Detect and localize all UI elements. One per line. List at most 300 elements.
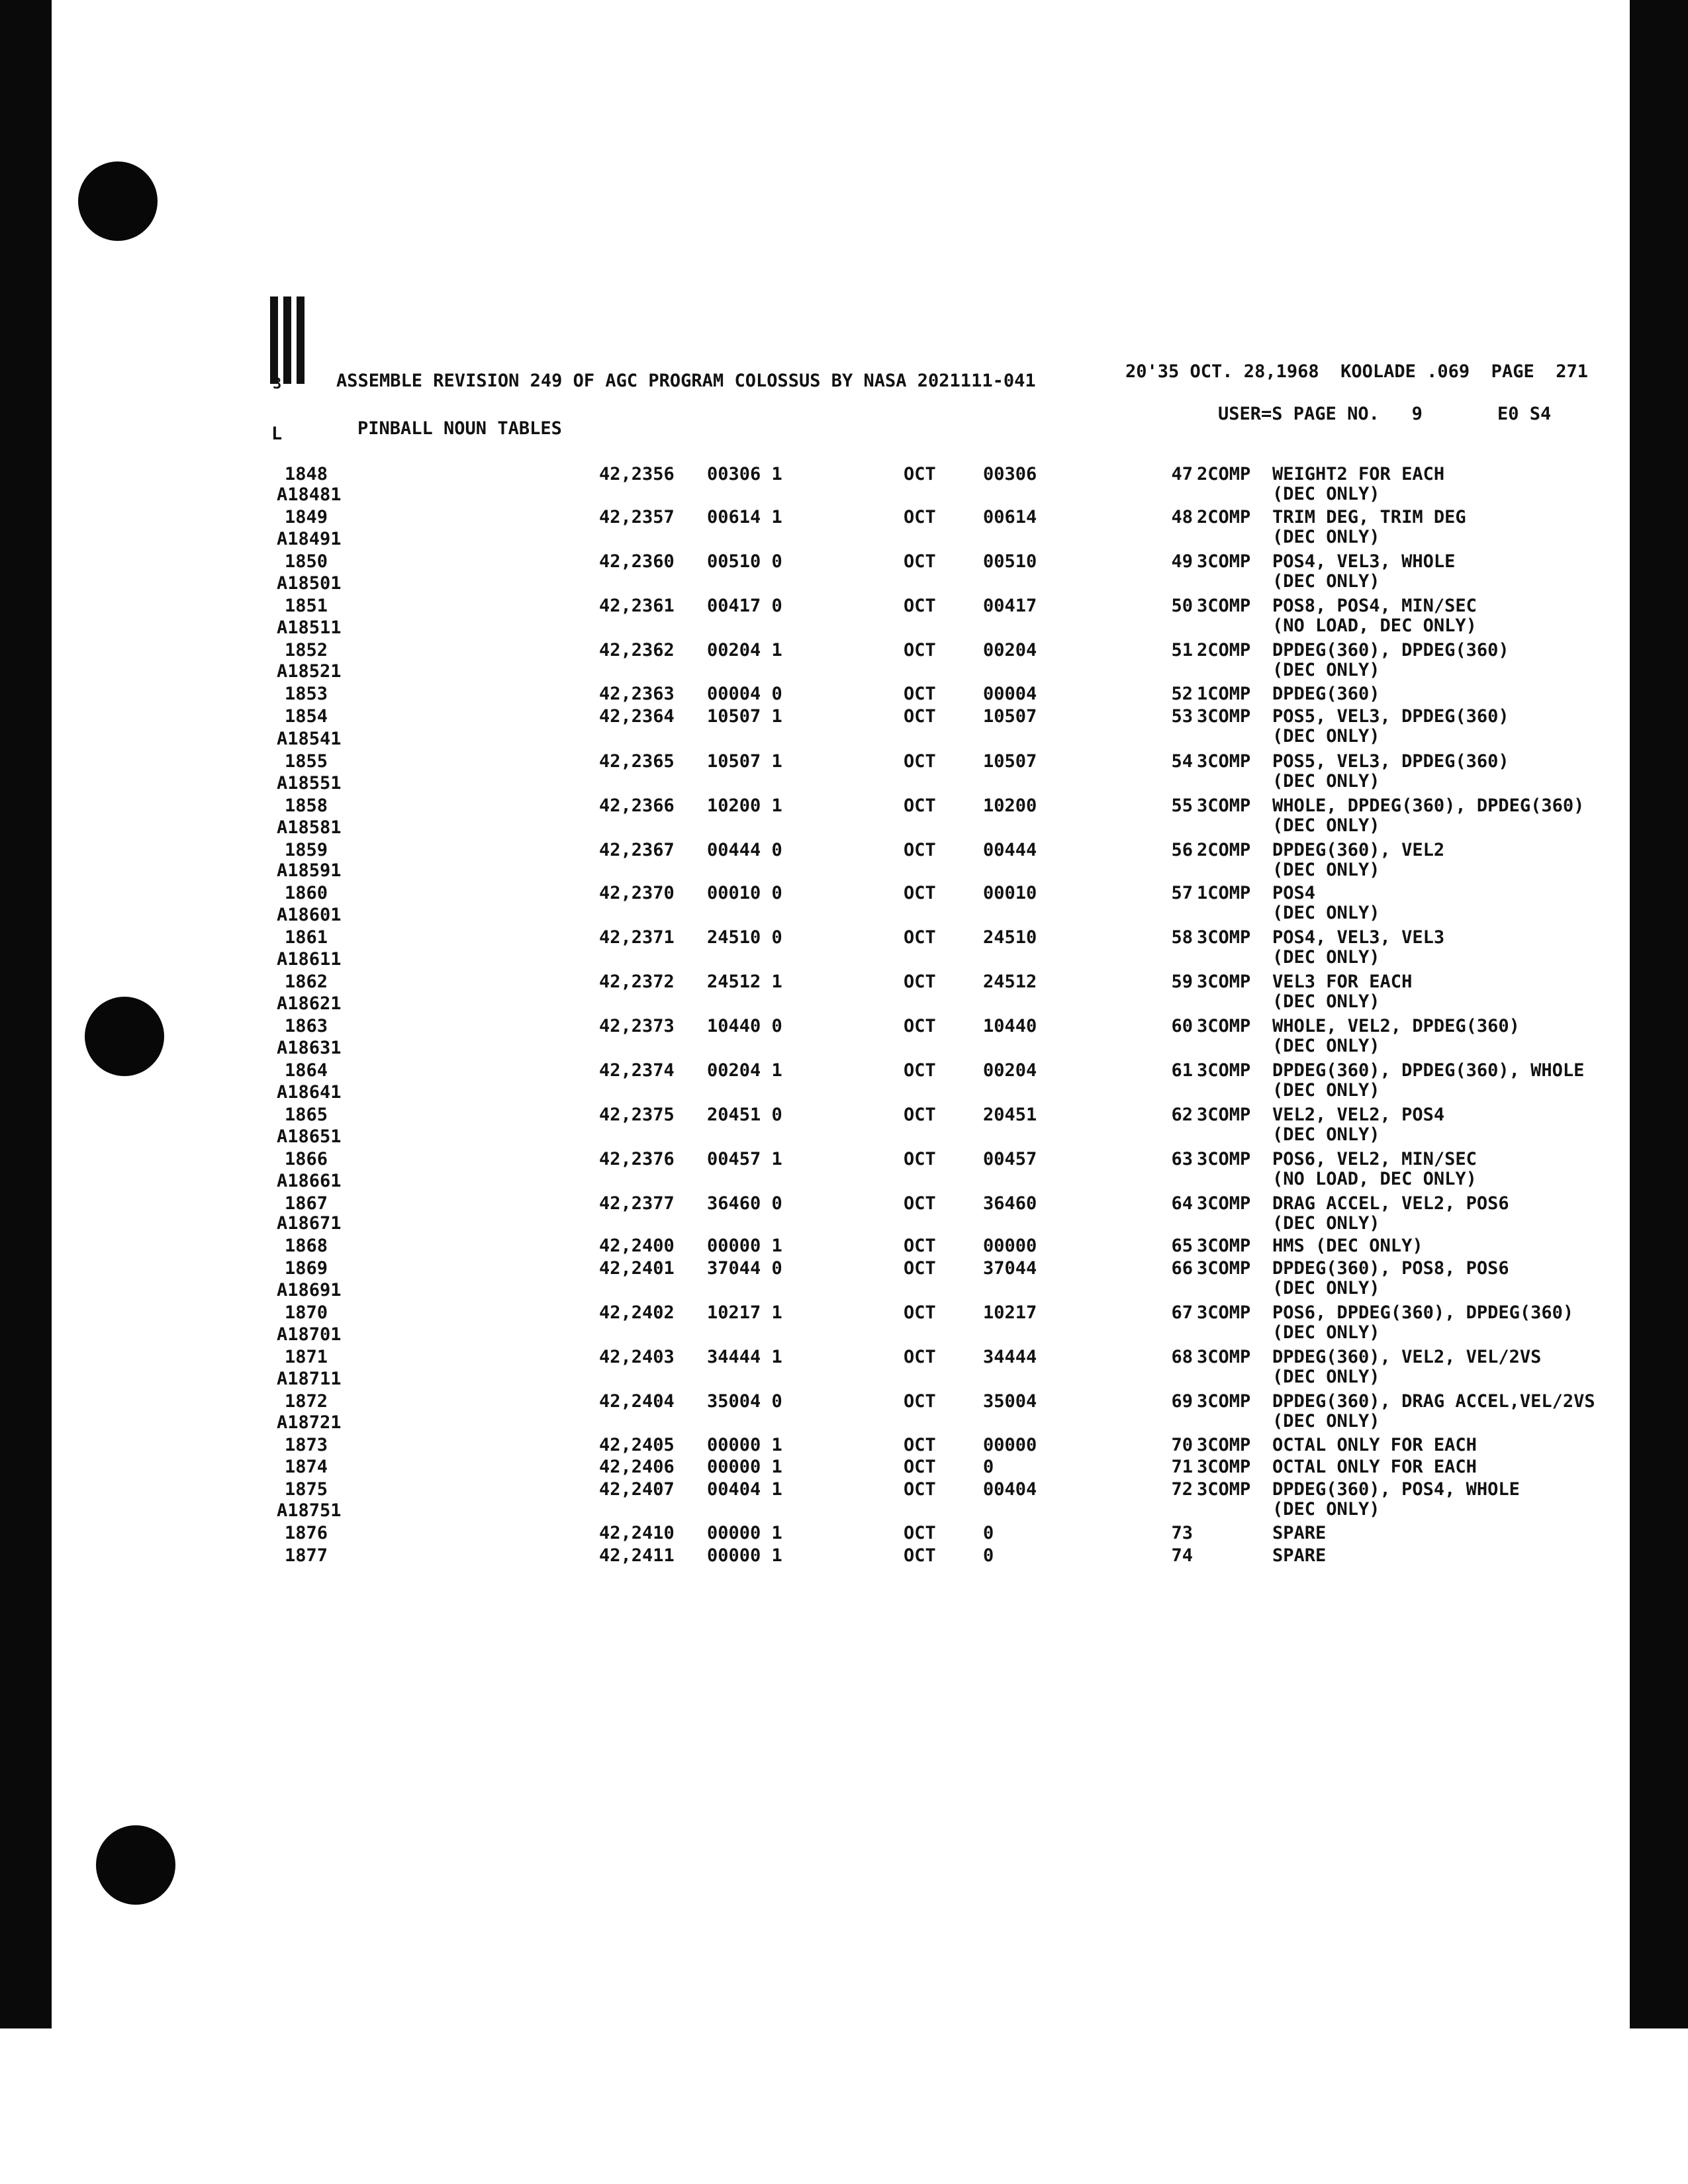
- row-addr: 42,2364: [599, 706, 675, 727]
- row-type: OCT: [904, 1105, 936, 1125]
- row-line: 1877: [285, 1545, 328, 1566]
- row-word: 00510 0: [707, 551, 782, 572]
- table-row: [0, 1346, 1688, 1369]
- row-type: OCT: [904, 684, 936, 704]
- row-label: A18661: [277, 1171, 342, 1191]
- row-desc2: (DEC ONLY): [1272, 771, 1380, 792]
- row-line: 1871: [285, 1347, 328, 1367]
- label-row: [0, 1324, 1688, 1346]
- row-noun: 68: [1171, 1347, 1193, 1367]
- table-row: [0, 1148, 1688, 1171]
- row-label: A18541: [277, 729, 342, 749]
- row-oct: 10440: [983, 1016, 1037, 1036]
- row-line: 1853: [285, 684, 328, 704]
- page-marker: 3: [273, 376, 282, 392]
- eo-code: E0 S4: [1497, 404, 1552, 424]
- row-word: 24510 0: [707, 927, 782, 948]
- row-desc: POS5, VEL3, DPDEG(360): [1272, 751, 1509, 772]
- row-noun: 49: [1171, 551, 1193, 572]
- row-addr: 42,2370: [599, 883, 675, 903]
- row-addr: 42,2401: [599, 1258, 675, 1279]
- row-type: OCT: [904, 1457, 936, 1477]
- row-line: 1874: [285, 1457, 328, 1477]
- row-oct: 0: [983, 1523, 994, 1543]
- row-type: OCT: [904, 1545, 936, 1566]
- label-row: [0, 1368, 1688, 1390]
- row-label: A18501: [277, 573, 342, 594]
- label-row: [0, 1412, 1688, 1434]
- row-oct: 00204: [983, 1060, 1037, 1081]
- row-word: 00204 1: [707, 1060, 782, 1081]
- row-desc: DPDEG(360), POS8, POS6: [1272, 1258, 1509, 1279]
- row-word: 10440 0: [707, 1016, 782, 1036]
- row-noun: 66: [1171, 1258, 1193, 1279]
- row-comp: 3COMP: [1197, 1149, 1251, 1169]
- row-noun: 71: [1171, 1457, 1193, 1477]
- row-type: OCT: [904, 507, 936, 527]
- row-comp: 2COMP: [1197, 640, 1251, 660]
- section-title: PINBALL NOUN TABLES: [357, 418, 562, 439]
- row-addr: 42,2357: [599, 507, 675, 527]
- row-label: A18601: [277, 905, 342, 925]
- row-noun: 65: [1171, 1236, 1193, 1256]
- table-row: [0, 551, 1688, 573]
- row-addr: 42,2377: [599, 1193, 675, 1214]
- row-type: OCT: [904, 1060, 936, 1081]
- row-desc: POS8, POS4, MIN/SEC: [1272, 596, 1477, 616]
- row-type: OCT: [904, 1391, 936, 1412]
- row-oct: 10200: [983, 796, 1037, 816]
- label-row: [0, 484, 1688, 506]
- row-oct: 00614: [983, 507, 1037, 527]
- row-addr: 42,2374: [599, 1060, 675, 1081]
- row-desc: SPARE: [1272, 1545, 1327, 1566]
- row-type: OCT: [904, 1149, 936, 1169]
- row-desc2: (DEC ONLY): [1272, 726, 1380, 747]
- label-row: [0, 617, 1688, 639]
- table-row: [0, 1434, 1688, 1457]
- row-line: 1870: [285, 1302, 328, 1323]
- label-row: [0, 728, 1688, 751]
- row-addr: 42,2372: [599, 972, 675, 992]
- row-desc: POS4, VEL3, WHOLE: [1272, 551, 1456, 572]
- row-line: 1854: [285, 706, 328, 727]
- row-line: 1873: [285, 1435, 328, 1455]
- row-label: A18611: [277, 949, 342, 970]
- table-row: [0, 1015, 1688, 1038]
- row-word: 00457 1: [707, 1149, 782, 1169]
- row-desc2: (DEC ONLY): [1272, 860, 1380, 880]
- row-label: A18591: [277, 860, 342, 881]
- row-line: 1868: [285, 1236, 328, 1256]
- row-desc: DPDEG(360), VEL2, VEL/2VS: [1272, 1347, 1542, 1367]
- row-type: OCT: [904, 1523, 936, 1543]
- row-comp: 3COMP: [1197, 1347, 1251, 1367]
- row-desc: VEL2, VEL2, POS4: [1272, 1105, 1445, 1125]
- row-noun: 72: [1171, 1479, 1193, 1500]
- row-oct: 00306: [983, 464, 1037, 484]
- row-noun: 52: [1171, 684, 1193, 704]
- row-line: 1872: [285, 1391, 328, 1412]
- row-type: OCT: [904, 1258, 936, 1279]
- row-noun: 56: [1171, 840, 1193, 860]
- row-desc: POS4, VEL3, VEL3: [1272, 927, 1445, 948]
- table-row: [0, 1193, 1688, 1215]
- row-desc: WHOLE, DPDEG(360), DPDEG(360): [1272, 796, 1585, 816]
- table-row: [0, 1390, 1688, 1413]
- row-comp: 3COMP: [1197, 1479, 1251, 1500]
- row-oct: 10217: [983, 1302, 1037, 1323]
- row-line: 1850: [285, 551, 328, 572]
- row-oct: 00204: [983, 640, 1037, 660]
- row-line: 1864: [285, 1060, 328, 1081]
- row-desc: OCTAL ONLY FOR EACH: [1272, 1457, 1477, 1477]
- label-row: [0, 860, 1688, 882]
- row-addr: 42,2411: [599, 1545, 675, 1566]
- row-oct: 34444: [983, 1347, 1037, 1367]
- table-row: [0, 1522, 1688, 1545]
- row-line: 1860: [285, 883, 328, 903]
- row-addr: 42,2363: [599, 684, 675, 704]
- row-line: 1849: [285, 507, 328, 527]
- row-desc2: (DEC ONLY): [1272, 484, 1380, 504]
- row-comp: 2COMP: [1197, 507, 1251, 527]
- row-label: A18581: [277, 817, 342, 838]
- row-label: A18671: [277, 1213, 342, 1234]
- users-page-no: USER=S PAGE NO. 9: [1218, 404, 1423, 424]
- row-desc2: (NO LOAD, DEC ONLY): [1272, 615, 1477, 636]
- row-comp: 3COMP: [1197, 1236, 1251, 1256]
- row-desc2: (DEC ONLY): [1272, 1278, 1380, 1298]
- row-addr: 42,2373: [599, 1016, 675, 1036]
- row-word: 24512 1: [707, 972, 782, 992]
- row-addr: 42,2402: [599, 1302, 675, 1323]
- row-desc: TRIM DEG, TRIM DEG: [1272, 507, 1466, 527]
- table-row: [0, 1456, 1688, 1479]
- row-noun: 61: [1171, 1060, 1193, 1081]
- row-type: OCT: [904, 596, 936, 616]
- row-word: 10507 1: [707, 751, 782, 772]
- row-noun: 48: [1171, 507, 1193, 527]
- label-row: [0, 528, 1688, 551]
- label-row: [0, 1500, 1688, 1522]
- row-comp: 3COMP: [1197, 1457, 1251, 1477]
- row-addr: 42,2356: [599, 464, 675, 484]
- row-type: OCT: [904, 706, 936, 727]
- row-comp: 3COMP: [1197, 751, 1251, 772]
- row-oct: 24510: [983, 927, 1037, 948]
- table-row: [0, 1479, 1688, 1501]
- row-desc2: (DEC ONLY): [1272, 1213, 1380, 1234]
- row-addr: 42,2365: [599, 751, 675, 772]
- label-row: [0, 1170, 1688, 1193]
- row-desc: DPDEG(360), DRAG ACCEL,VEL/2VS: [1272, 1391, 1595, 1412]
- row-line: 1852: [285, 640, 328, 660]
- row-label: A18521: [277, 661, 342, 682]
- row-noun: 54: [1171, 751, 1193, 772]
- row-desc2: (DEC ONLY): [1272, 991, 1380, 1012]
- row-type: OCT: [904, 840, 936, 860]
- row-type: OCT: [904, 927, 936, 948]
- row-noun: 47: [1171, 464, 1193, 484]
- row-comp: 3COMP: [1197, 972, 1251, 992]
- row-comp: 3COMP: [1197, 706, 1251, 727]
- row-label: A18651: [277, 1126, 342, 1147]
- label-row: [0, 1126, 1688, 1148]
- table-row: [0, 639, 1688, 662]
- row-line: 1876: [285, 1523, 328, 1543]
- row-type: OCT: [904, 972, 936, 992]
- table-row: [0, 683, 1688, 705]
- row-comp: 3COMP: [1197, 1391, 1251, 1412]
- row-type: OCT: [904, 464, 936, 484]
- row-comp: 3COMP: [1197, 1258, 1251, 1279]
- row-comp: 3COMP: [1197, 927, 1251, 948]
- table-row: [0, 1104, 1688, 1126]
- row-line: 1862: [285, 972, 328, 992]
- label-row: [0, 993, 1688, 1015]
- row-oct: 00004: [983, 684, 1037, 704]
- row-type: OCT: [904, 1193, 936, 1214]
- listing-tag: L: [271, 424, 283, 444]
- row-desc2: (DEC ONLY): [1272, 660, 1380, 680]
- row-oct: 24512: [983, 972, 1037, 992]
- row-noun: 73: [1171, 1523, 1193, 1543]
- row-label: A18751: [277, 1500, 342, 1521]
- row-comp: 2COMP: [1197, 464, 1251, 484]
- row-word: 37044 0: [707, 1258, 782, 1279]
- table-row: [0, 795, 1688, 817]
- row-noun: 62: [1171, 1105, 1193, 1125]
- row-oct: 20451: [983, 1105, 1037, 1125]
- label-row: [0, 948, 1688, 971]
- row-label: A18691: [277, 1280, 342, 1300]
- row-line: 1851: [285, 596, 328, 616]
- row-oct: 36460: [983, 1193, 1037, 1214]
- row-addr: 42,2371: [599, 927, 675, 948]
- row-word: 00000 1: [707, 1457, 782, 1477]
- row-addr: 42,2366: [599, 796, 675, 816]
- row-type: OCT: [904, 1302, 936, 1323]
- row-addr: 42,2400: [599, 1236, 675, 1256]
- row-line: 1859: [285, 840, 328, 860]
- row-word: 00000 1: [707, 1523, 782, 1543]
- row-oct: 00000: [983, 1435, 1037, 1455]
- row-type: OCT: [904, 551, 936, 572]
- row-oct: 00404: [983, 1479, 1037, 1500]
- row-word: 00444 0: [707, 840, 782, 860]
- row-noun: 69: [1171, 1391, 1193, 1412]
- row-desc: DPDEG(360): [1272, 684, 1380, 704]
- row-word: 00404 1: [707, 1479, 782, 1500]
- row-oct: 10507: [983, 751, 1037, 772]
- row-label: A18621: [277, 993, 342, 1014]
- table-row: [0, 1235, 1688, 1257]
- row-addr: 42,2406: [599, 1457, 675, 1477]
- row-label: A18711: [277, 1369, 342, 1389]
- table-row: [0, 595, 1688, 617]
- row-word: 00010 0: [707, 883, 782, 903]
- row-comp: 3COMP: [1197, 551, 1251, 572]
- row-oct: 00457: [983, 1149, 1037, 1169]
- row-addr: 42,2403: [599, 1347, 675, 1367]
- label-row: [0, 1212, 1688, 1235]
- row-addr: 42,2362: [599, 640, 675, 660]
- row-line: 1866: [285, 1149, 328, 1169]
- row-desc2: (DEC ONLY): [1272, 947, 1380, 968]
- row-desc: DPDEG(360), POS4, WHOLE: [1272, 1479, 1520, 1500]
- row-noun: 67: [1171, 1302, 1193, 1323]
- row-noun: 63: [1171, 1149, 1193, 1169]
- row-type: OCT: [904, 1236, 936, 1256]
- row-desc2: (DEC ONLY): [1272, 1080, 1380, 1101]
- row-desc: POS4: [1272, 883, 1316, 903]
- row-addr: 42,2376: [599, 1149, 675, 1169]
- row-type: OCT: [904, 1435, 936, 1455]
- label-row: [0, 660, 1688, 683]
- row-comp: 3COMP: [1197, 1193, 1251, 1214]
- row-desc2: (DEC ONLY): [1272, 1322, 1380, 1343]
- row-type: OCT: [904, 1479, 936, 1500]
- row-desc: DPDEG(360), DPDEG(360): [1272, 640, 1509, 660]
- row-oct: 00444: [983, 840, 1037, 860]
- row-noun: 53: [1171, 706, 1193, 727]
- row-word: 00204 1: [707, 640, 782, 660]
- row-word: 34444 1: [707, 1347, 782, 1367]
- row-addr: 42,2361: [599, 596, 675, 616]
- row-desc2: (DEC ONLY): [1272, 1411, 1380, 1432]
- row-desc2: (DEC ONLY): [1272, 571, 1380, 592]
- row-line: 1867: [285, 1193, 328, 1214]
- row-line: 1863: [285, 1016, 328, 1036]
- row-label: A18701: [277, 1324, 342, 1345]
- row-oct: 00010: [983, 883, 1037, 903]
- row-line: 1875: [285, 1479, 328, 1500]
- row-addr: 42,2367: [599, 840, 675, 860]
- label-row: [0, 1279, 1688, 1302]
- table-row: [0, 1060, 1688, 1082]
- row-addr: 42,2405: [599, 1435, 675, 1455]
- row-oct: 0: [983, 1457, 994, 1477]
- row-label: A18491: [277, 529, 342, 549]
- row-oct: 10507: [983, 706, 1037, 727]
- label-row: [0, 1081, 1688, 1104]
- row-word: 00004 0: [707, 684, 782, 704]
- row-line: 1848: [285, 464, 328, 484]
- row-label: A18721: [277, 1412, 342, 1433]
- row-comp: 2COMP: [1197, 840, 1251, 860]
- row-desc2: (DEC ONLY): [1272, 1499, 1380, 1520]
- table-row: [0, 839, 1688, 862]
- label-row: [0, 772, 1688, 795]
- row-type: OCT: [904, 883, 936, 903]
- row-desc: VEL3 FOR EACH: [1272, 972, 1413, 992]
- row-desc: WEIGHT2 FOR EACH: [1272, 464, 1445, 484]
- row-word: 36460 0: [707, 1193, 782, 1214]
- row-desc: DPDEG(360), DPDEG(360), WHOLE: [1272, 1060, 1585, 1081]
- row-label: A18631: [277, 1038, 342, 1058]
- row-line: 1865: [285, 1105, 328, 1125]
- row-oct: 00000: [983, 1236, 1037, 1256]
- row-desc: POS5, VEL3, DPDEG(360): [1272, 706, 1509, 727]
- row-desc: OCTAL ONLY FOR EACH: [1272, 1435, 1477, 1455]
- table-row: [0, 1257, 1688, 1280]
- row-type: OCT: [904, 751, 936, 772]
- label-row: [0, 904, 1688, 927]
- row-label: A18551: [277, 773, 342, 794]
- row-comp: 3COMP: [1197, 1060, 1251, 1081]
- row-desc2: (DEC ONLY): [1272, 903, 1380, 923]
- row-desc2: (DEC ONLY): [1272, 1367, 1380, 1387]
- row-comp: 1COMP: [1197, 883, 1251, 903]
- row-comp: 3COMP: [1197, 1105, 1251, 1125]
- label-row: [0, 572, 1688, 595]
- table-row: [0, 971, 1688, 993]
- row-comp: 3COMP: [1197, 1302, 1251, 1323]
- row-noun: 60: [1171, 1016, 1193, 1036]
- table-row: [0, 506, 1688, 529]
- table-row: [0, 705, 1688, 728]
- row-type: OCT: [904, 796, 936, 816]
- table-row: [0, 1545, 1688, 1567]
- row-desc: WHOLE, VEL2, DPDEG(360): [1272, 1016, 1520, 1036]
- row-addr: 42,2404: [599, 1391, 675, 1412]
- table-row: [0, 1302, 1688, 1324]
- header-right: 20'35 OCT. 28,1968 KOOLADE .069 PAGE 271: [1125, 361, 1588, 382]
- row-word: 00417 0: [707, 596, 782, 616]
- row-desc2: (DEC ONLY): [1272, 1124, 1380, 1145]
- row-word: 00000 1: [707, 1545, 782, 1566]
- row-desc2: (DEC ONLY): [1272, 527, 1380, 547]
- row-label: A18481: [277, 484, 342, 505]
- row-desc: SPARE: [1272, 1523, 1327, 1543]
- row-word: 00306 1: [707, 464, 782, 484]
- row-word: 20451 0: [707, 1105, 782, 1125]
- row-addr: 42,2410: [599, 1523, 675, 1543]
- row-comp: 3COMP: [1197, 1016, 1251, 1036]
- table-row: [0, 463, 1688, 486]
- row-line: 1855: [285, 751, 328, 772]
- row-noun: 51: [1171, 640, 1193, 660]
- label-row: [0, 817, 1688, 839]
- row-desc2: (DEC ONLY): [1272, 1036, 1380, 1056]
- table-row: [0, 751, 1688, 773]
- row-noun: 74: [1171, 1545, 1193, 1566]
- row-addr: 42,2375: [599, 1105, 675, 1125]
- row-line: 1869: [285, 1258, 328, 1279]
- row-word: 10507 1: [707, 706, 782, 727]
- row-desc: POS6, VEL2, MIN/SEC: [1272, 1149, 1477, 1169]
- row-comp: 3COMP: [1197, 1435, 1251, 1455]
- row-type: OCT: [904, 1347, 936, 1367]
- row-desc: HMS (DEC ONLY): [1272, 1236, 1423, 1256]
- row-line: 1861: [285, 927, 328, 948]
- row-desc: POS6, DPDEG(360), DPDEG(360): [1272, 1302, 1574, 1323]
- row-addr: 42,2360: [599, 551, 675, 572]
- row-oct: 35004: [983, 1391, 1037, 1412]
- row-word: 00000 1: [707, 1236, 782, 1256]
- row-noun: 55: [1171, 796, 1193, 816]
- table-row: [0, 927, 1688, 949]
- row-desc2: (DEC ONLY): [1272, 815, 1380, 836]
- row-desc: DPDEG(360), VEL2: [1272, 840, 1445, 860]
- row-word: 35004 0: [707, 1391, 782, 1412]
- row-noun: 70: [1171, 1435, 1193, 1455]
- row-noun: 59: [1171, 972, 1193, 992]
- row-noun: 64: [1171, 1193, 1193, 1214]
- row-label: A18511: [277, 617, 342, 638]
- row-desc2: (NO LOAD, DEC ONLY): [1272, 1169, 1477, 1189]
